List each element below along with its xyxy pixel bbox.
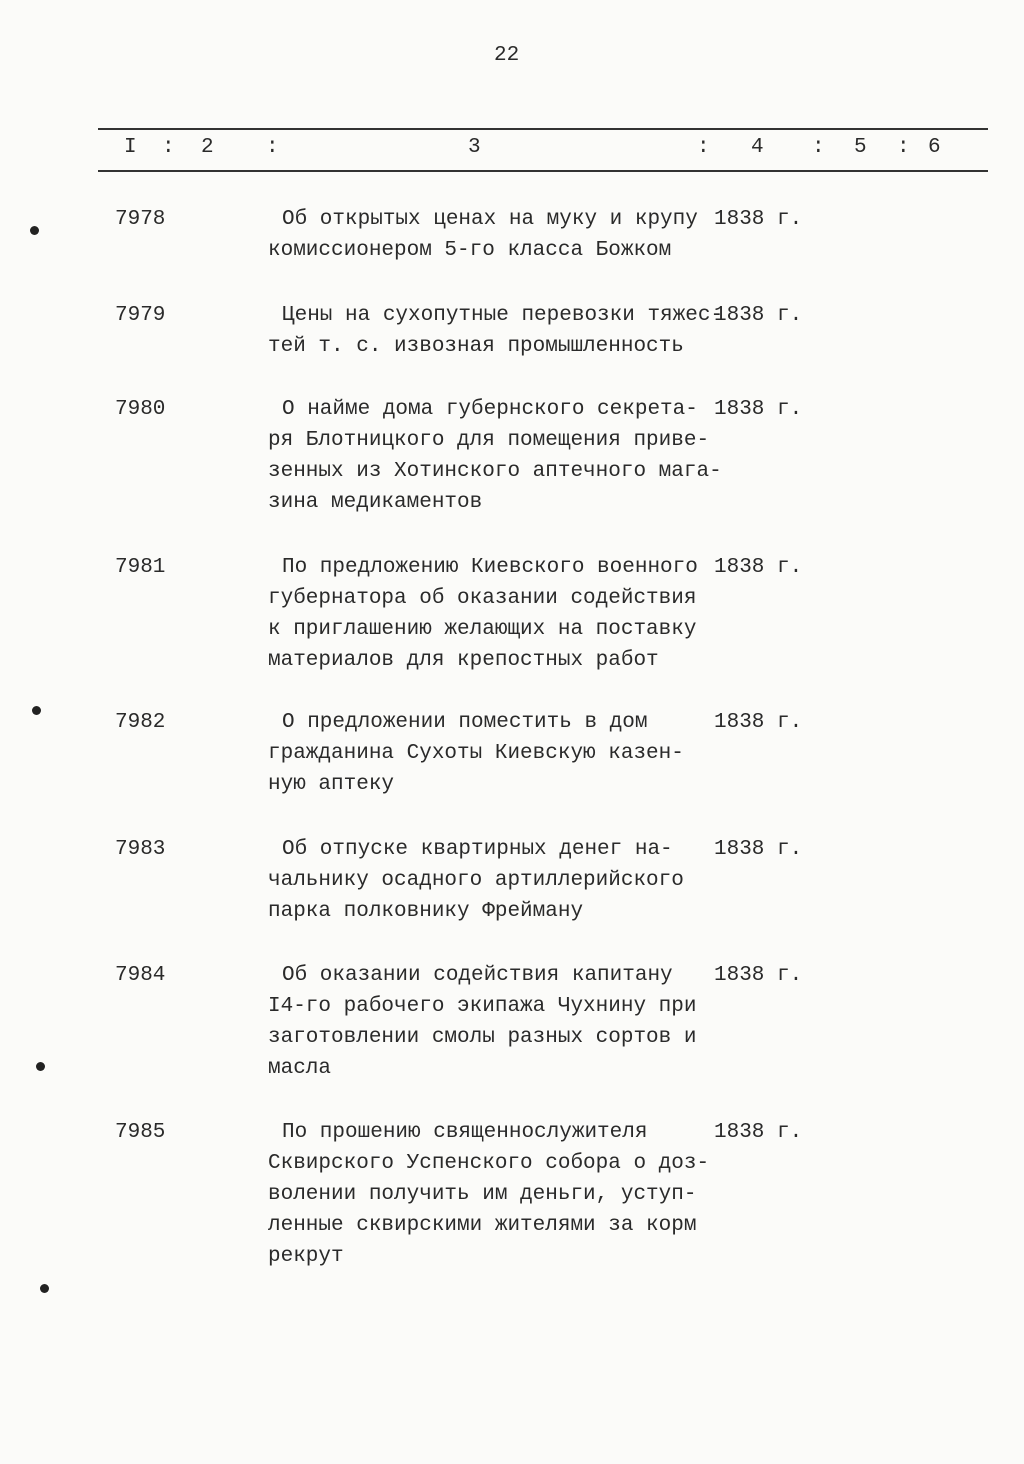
punch-hole-mark	[40, 1284, 49, 1293]
record-year: 1838 г.	[714, 304, 803, 327]
column-separator: :	[812, 136, 825, 159]
record-year: 1838 г.	[714, 1121, 803, 1144]
record-year: 1838 г.	[714, 964, 803, 987]
description-line: гражданина Сухоты Киевскую казен-	[268, 742, 684, 765]
record-year: 1838 г.	[714, 556, 803, 579]
description-line: О предложении поместить в дом	[282, 711, 648, 734]
record-description	[268, 1117, 709, 1272]
column-header-2: 2	[201, 136, 214, 159]
record-year: 1838 г.	[714, 711, 803, 734]
record-description	[268, 834, 684, 927]
description-line: ленные сквирскими жителями за корм	[268, 1214, 697, 1237]
punch-hole-mark	[32, 706, 41, 715]
description-line: губернатора об оказании содействия	[268, 587, 697, 610]
description-line: Об оказании содействия капитану	[282, 964, 673, 987]
description-line: По предложению Киевского военного	[282, 556, 698, 579]
description-line: Цены на сухопутные перевозки тяжес-	[282, 304, 724, 327]
record-number: 7984	[115, 964, 166, 987]
record-year: 1838 г.	[714, 398, 803, 421]
record-year: 1838 г.	[714, 838, 803, 861]
description-line: волении получить им деньги, уступ-	[268, 1183, 697, 1206]
record-number: 7980	[115, 398, 166, 421]
description-line: материалов для крепостных работ	[268, 649, 659, 672]
header-top-rule	[98, 128, 988, 130]
description-line: зина медикаментов	[268, 491, 483, 514]
column-separator: :	[162, 136, 175, 159]
description-line: к приглашению желающих на поставку	[268, 618, 697, 641]
column-header-1: I	[124, 136, 137, 159]
record-description	[268, 204, 698, 266]
description-line: Сквирского Успенского собора о доз-	[268, 1152, 710, 1175]
record-year: 1838 г.	[714, 208, 803, 231]
record-number: 7982	[115, 711, 166, 734]
description-line: По прошению священнослужителя	[282, 1121, 648, 1144]
description-line: ную аптеку	[268, 773, 395, 796]
record-description	[268, 707, 684, 800]
description-line: ря Блотницкого для помещения приве-	[268, 429, 710, 452]
column-header-6: 6	[928, 136, 941, 159]
column-header-3: 3	[468, 136, 481, 159]
column-separator: :	[266, 136, 279, 159]
description-line: зенных из Хотинского аптечного мага-	[268, 460, 722, 483]
description-line: I4-го рабочего экипажа Чухнину при	[268, 995, 697, 1018]
record-number: 7983	[115, 838, 166, 861]
column-header-5: 5	[854, 136, 867, 159]
column-separator: :	[697, 136, 710, 159]
description-line: Об открытых ценах на муку и крупу	[282, 208, 698, 231]
description-line: рекрут	[268, 1245, 344, 1268]
record-description	[268, 394, 722, 518]
record-description	[268, 300, 723, 362]
record-description	[268, 552, 698, 676]
punch-hole-mark	[36, 1062, 45, 1071]
description-line: чальнику осадного артиллерийского	[268, 869, 684, 892]
record-number: 7979	[115, 304, 166, 327]
description-line: тей т. с. извозная промышленность	[268, 335, 684, 358]
description-line: Об отпуске квартирных денег на-	[282, 838, 673, 861]
description-line: комиссионером 5-го класса Божком	[268, 239, 672, 262]
punch-hole-mark	[30, 226, 39, 235]
record-description	[268, 960, 696, 1084]
record-number: 7985	[115, 1121, 166, 1144]
header-bottom-rule	[98, 170, 988, 172]
record-number: 7978	[115, 208, 166, 231]
page-number: 22	[494, 44, 520, 67]
column-header-4: 4	[751, 136, 764, 159]
record-number: 7981	[115, 556, 166, 579]
description-line: масла	[268, 1057, 332, 1080]
column-separator: :	[897, 136, 910, 159]
description-line: заготовлении смолы разных сортов и	[268, 1026, 697, 1049]
description-line: О найме дома губернского секрета-	[282, 398, 698, 421]
description-line: парка полковнику Фрейману	[268, 900, 584, 923]
